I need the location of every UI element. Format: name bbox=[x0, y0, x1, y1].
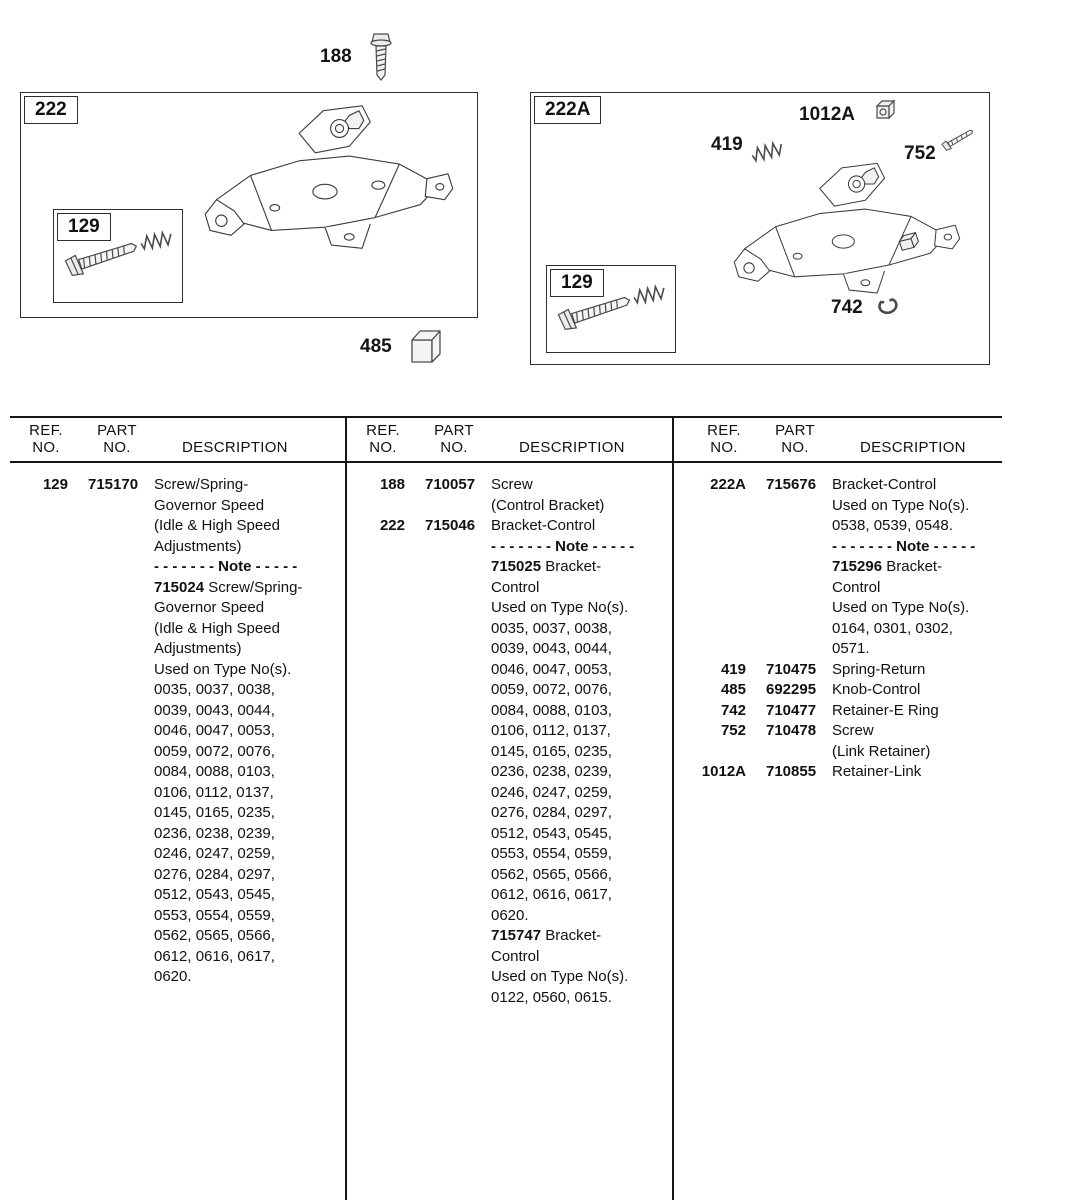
description-line: 0145, 0165, 0235, bbox=[491, 742, 612, 760]
description-line: Used on Type No(s). bbox=[491, 968, 629, 985]
description bbox=[830, 762, 1008, 783]
description-line: 0084, 0088, 0103, bbox=[154, 763, 275, 780]
description-line: 0236, 0238, 0239, bbox=[491, 763, 612, 780]
spring-icon bbox=[631, 281, 669, 310]
header-description: DESCRIPTION bbox=[182, 439, 288, 456]
description-line: - - - - - - - Note - - - - - bbox=[832, 537, 976, 555]
description-line: - - - - - - - Note - - - - - bbox=[491, 537, 635, 555]
ref-no: 129 bbox=[42, 476, 68, 493]
description-line: Control bbox=[832, 578, 881, 596]
figure-box-222a bbox=[530, 92, 990, 365]
description-line: Used on Type No(s). bbox=[491, 599, 629, 616]
screw-icon bbox=[368, 32, 394, 82]
header-part-no: PART NO. bbox=[775, 422, 815, 456]
parts-entry bbox=[347, 475, 670, 516]
callout-752: 752 bbox=[904, 143, 936, 164]
description-line: 0039, 0043, 0044, bbox=[491, 640, 612, 657]
description-line: 0246, 0247, 0259, bbox=[154, 845, 275, 862]
table-top-rule bbox=[10, 416, 1002, 418]
parts-entry bbox=[688, 762, 1008, 783]
table-header bbox=[688, 420, 1008, 460]
knob-icon bbox=[406, 326, 444, 368]
description-line: (Idle & High Speed bbox=[154, 517, 280, 534]
description bbox=[489, 475, 670, 516]
description-line: Spring-Return bbox=[832, 660, 926, 678]
description-line: 0164, 0301, 0302, bbox=[832, 619, 953, 637]
description-line: 0046, 0047, 0053, bbox=[154, 722, 275, 739]
parts-entry bbox=[688, 475, 1008, 660]
description-line: Bracket-Control bbox=[491, 517, 596, 534]
figure-label-129: 129 bbox=[550, 269, 604, 297]
description-line: 715025 Bracket- bbox=[491, 558, 602, 575]
header-part-no: PART NO. bbox=[434, 422, 474, 456]
callout-188: 188 bbox=[320, 46, 352, 67]
description-line: 0035, 0037, 0038, bbox=[154, 681, 275, 698]
figure-box-129 bbox=[546, 265, 676, 353]
description-line: 0046, 0047, 0053, bbox=[491, 660, 612, 678]
description-line: Retainer-Link bbox=[832, 763, 922, 780]
figure-label-129: 129 bbox=[57, 213, 111, 241]
description-line: 0106, 0112, 0137, bbox=[154, 783, 274, 801]
part-no: 710475 bbox=[766, 660, 817, 678]
description-line: Bracket-Control bbox=[832, 476, 937, 493]
description-line: - - - - - - - Note - - - - - bbox=[154, 558, 298, 575]
description-line: 0553, 0554, 0559, bbox=[491, 845, 612, 862]
control-bracket-diagram bbox=[179, 101, 479, 284]
description-line: 0276, 0284, 0297, bbox=[154, 865, 275, 883]
description-line: Control bbox=[491, 947, 540, 965]
part-no: 710057 bbox=[425, 476, 476, 493]
description-line: Used on Type No(s). bbox=[832, 496, 970, 514]
description bbox=[830, 475, 1008, 660]
description-line: 0145, 0165, 0235, bbox=[154, 804, 275, 821]
ref-no: 485 bbox=[720, 681, 746, 698]
part-no: 715170 bbox=[88, 476, 139, 493]
part-no: 710855 bbox=[766, 763, 817, 780]
ref-no: 419 bbox=[720, 660, 746, 678]
description-line: 0620. bbox=[154, 968, 192, 985]
parts-entry bbox=[688, 701, 1008, 722]
description-line: Control bbox=[491, 578, 540, 596]
ref-no: 752 bbox=[720, 722, 746, 739]
screw-icon bbox=[940, 124, 978, 154]
description-line: 0059, 0072, 0076, bbox=[491, 681, 612, 698]
description-line: 0084, 0088, 0103, bbox=[491, 701, 612, 719]
part-no: 715676 bbox=[766, 476, 817, 493]
description-line: 0059, 0072, 0076, bbox=[154, 742, 275, 760]
part-no: 715046 bbox=[425, 517, 476, 534]
callout-1012a: 1012A bbox=[799, 104, 855, 125]
description-line: 0562, 0565, 0566, bbox=[154, 927, 275, 944]
description-line: Screw bbox=[832, 722, 874, 739]
table-header bbox=[347, 420, 670, 460]
figure-label-222a: 222A bbox=[534, 96, 601, 124]
part-no: 710477 bbox=[766, 701, 817, 719]
description-line: 0571. bbox=[832, 640, 870, 657]
description-line: 0276, 0284, 0297, bbox=[491, 804, 612, 821]
description-line: 0106, 0112, 0137, bbox=[491, 722, 611, 739]
description bbox=[830, 721, 1008, 762]
figure-box-222 bbox=[20, 92, 478, 318]
column-divider bbox=[672, 416, 674, 1200]
description-line: 0612, 0616, 0617, bbox=[491, 886, 612, 903]
callout-742: 742 bbox=[831, 297, 863, 318]
description-line: Adjustments) bbox=[154, 537, 242, 555]
parts-entry bbox=[688, 660, 1008, 681]
part-no: 692295 bbox=[766, 681, 817, 698]
parts-entry bbox=[688, 721, 1008, 762]
parts-entry bbox=[10, 475, 345, 988]
ref-no: 222 bbox=[379, 517, 405, 534]
description-line: (Control Bracket) bbox=[491, 496, 605, 514]
header-ref-no: REF. NO. bbox=[707, 422, 741, 456]
description-line: 0246, 0247, 0259, bbox=[491, 783, 612, 801]
header-part-no: PART NO. bbox=[97, 422, 137, 456]
description-line: Retainer-E Ring bbox=[832, 701, 939, 719]
parts-column-3 bbox=[688, 420, 1008, 783]
parts-entry bbox=[688, 680, 1008, 701]
description-line: 715296 Bracket- bbox=[832, 558, 943, 575]
callout-419: 419 bbox=[711, 134, 743, 155]
figure-box-129 bbox=[53, 209, 183, 303]
description-line: 0236, 0238, 0239, bbox=[154, 824, 275, 842]
description-line: Screw/Spring- bbox=[154, 476, 249, 493]
header-ref-no: REF. NO. bbox=[366, 422, 400, 456]
callout-485: 485 bbox=[360, 336, 392, 357]
description-line: Governor Speed bbox=[154, 599, 265, 616]
description-line: Knob-Control bbox=[832, 681, 921, 698]
description-line: 0620. bbox=[491, 906, 529, 924]
description-line: 0538, 0539, 0548. bbox=[832, 517, 953, 534]
description-line: Governor Speed bbox=[154, 496, 265, 514]
description-line: 0612, 0616, 0617, bbox=[154, 947, 275, 965]
description-line: 0512, 0543, 0545, bbox=[491, 824, 612, 842]
description-line: 715747 Bracket- bbox=[491, 927, 602, 944]
ref-no: 188 bbox=[379, 476, 405, 493]
square-nut-icon bbox=[873, 97, 897, 123]
description-line: 715024 Screw/Spring- bbox=[154, 578, 303, 596]
description-line: 0035, 0037, 0038, bbox=[491, 619, 612, 637]
description-line: 0039, 0043, 0044, bbox=[154, 701, 275, 719]
parts-column-1 bbox=[10, 420, 345, 988]
ref-no: 1012A bbox=[701, 763, 746, 780]
description-line: 0562, 0565, 0566, bbox=[491, 865, 612, 883]
parts-entries bbox=[688, 475, 1008, 783]
parts-entries bbox=[10, 475, 345, 988]
description-line: Used on Type No(s). bbox=[154, 660, 292, 678]
description-line: 0122, 0560, 0615. bbox=[491, 988, 612, 1006]
description-line: (Idle & High Speed bbox=[154, 619, 280, 637]
figure-label-222: 222 bbox=[24, 96, 78, 124]
description-line: Screw bbox=[491, 476, 533, 493]
header-ref-no: REF. NO. bbox=[29, 422, 63, 456]
description-line: 0512, 0543, 0545, bbox=[154, 886, 275, 903]
description-line: (Link Retainer) bbox=[832, 742, 931, 760]
description-line: Used on Type No(s). bbox=[832, 599, 970, 616]
parts-entries bbox=[347, 475, 670, 1008]
description bbox=[830, 660, 1008, 681]
ref-no: 742 bbox=[720, 701, 746, 719]
table-header bbox=[10, 420, 345, 460]
description bbox=[152, 475, 345, 988]
parts-column-2 bbox=[347, 420, 670, 1008]
description-line: 0553, 0554, 0559, bbox=[154, 906, 275, 924]
description bbox=[489, 516, 670, 1008]
parts-entry bbox=[347, 516, 670, 1008]
description bbox=[830, 701, 1008, 722]
description-line: Adjustments) bbox=[154, 640, 242, 657]
header-description: DESCRIPTION bbox=[519, 439, 625, 456]
description bbox=[830, 680, 1008, 701]
header-description: DESCRIPTION bbox=[860, 439, 966, 456]
ref-no: 222A bbox=[710, 476, 746, 493]
part-no: 710478 bbox=[766, 722, 817, 739]
spring-icon bbox=[138, 227, 176, 256]
